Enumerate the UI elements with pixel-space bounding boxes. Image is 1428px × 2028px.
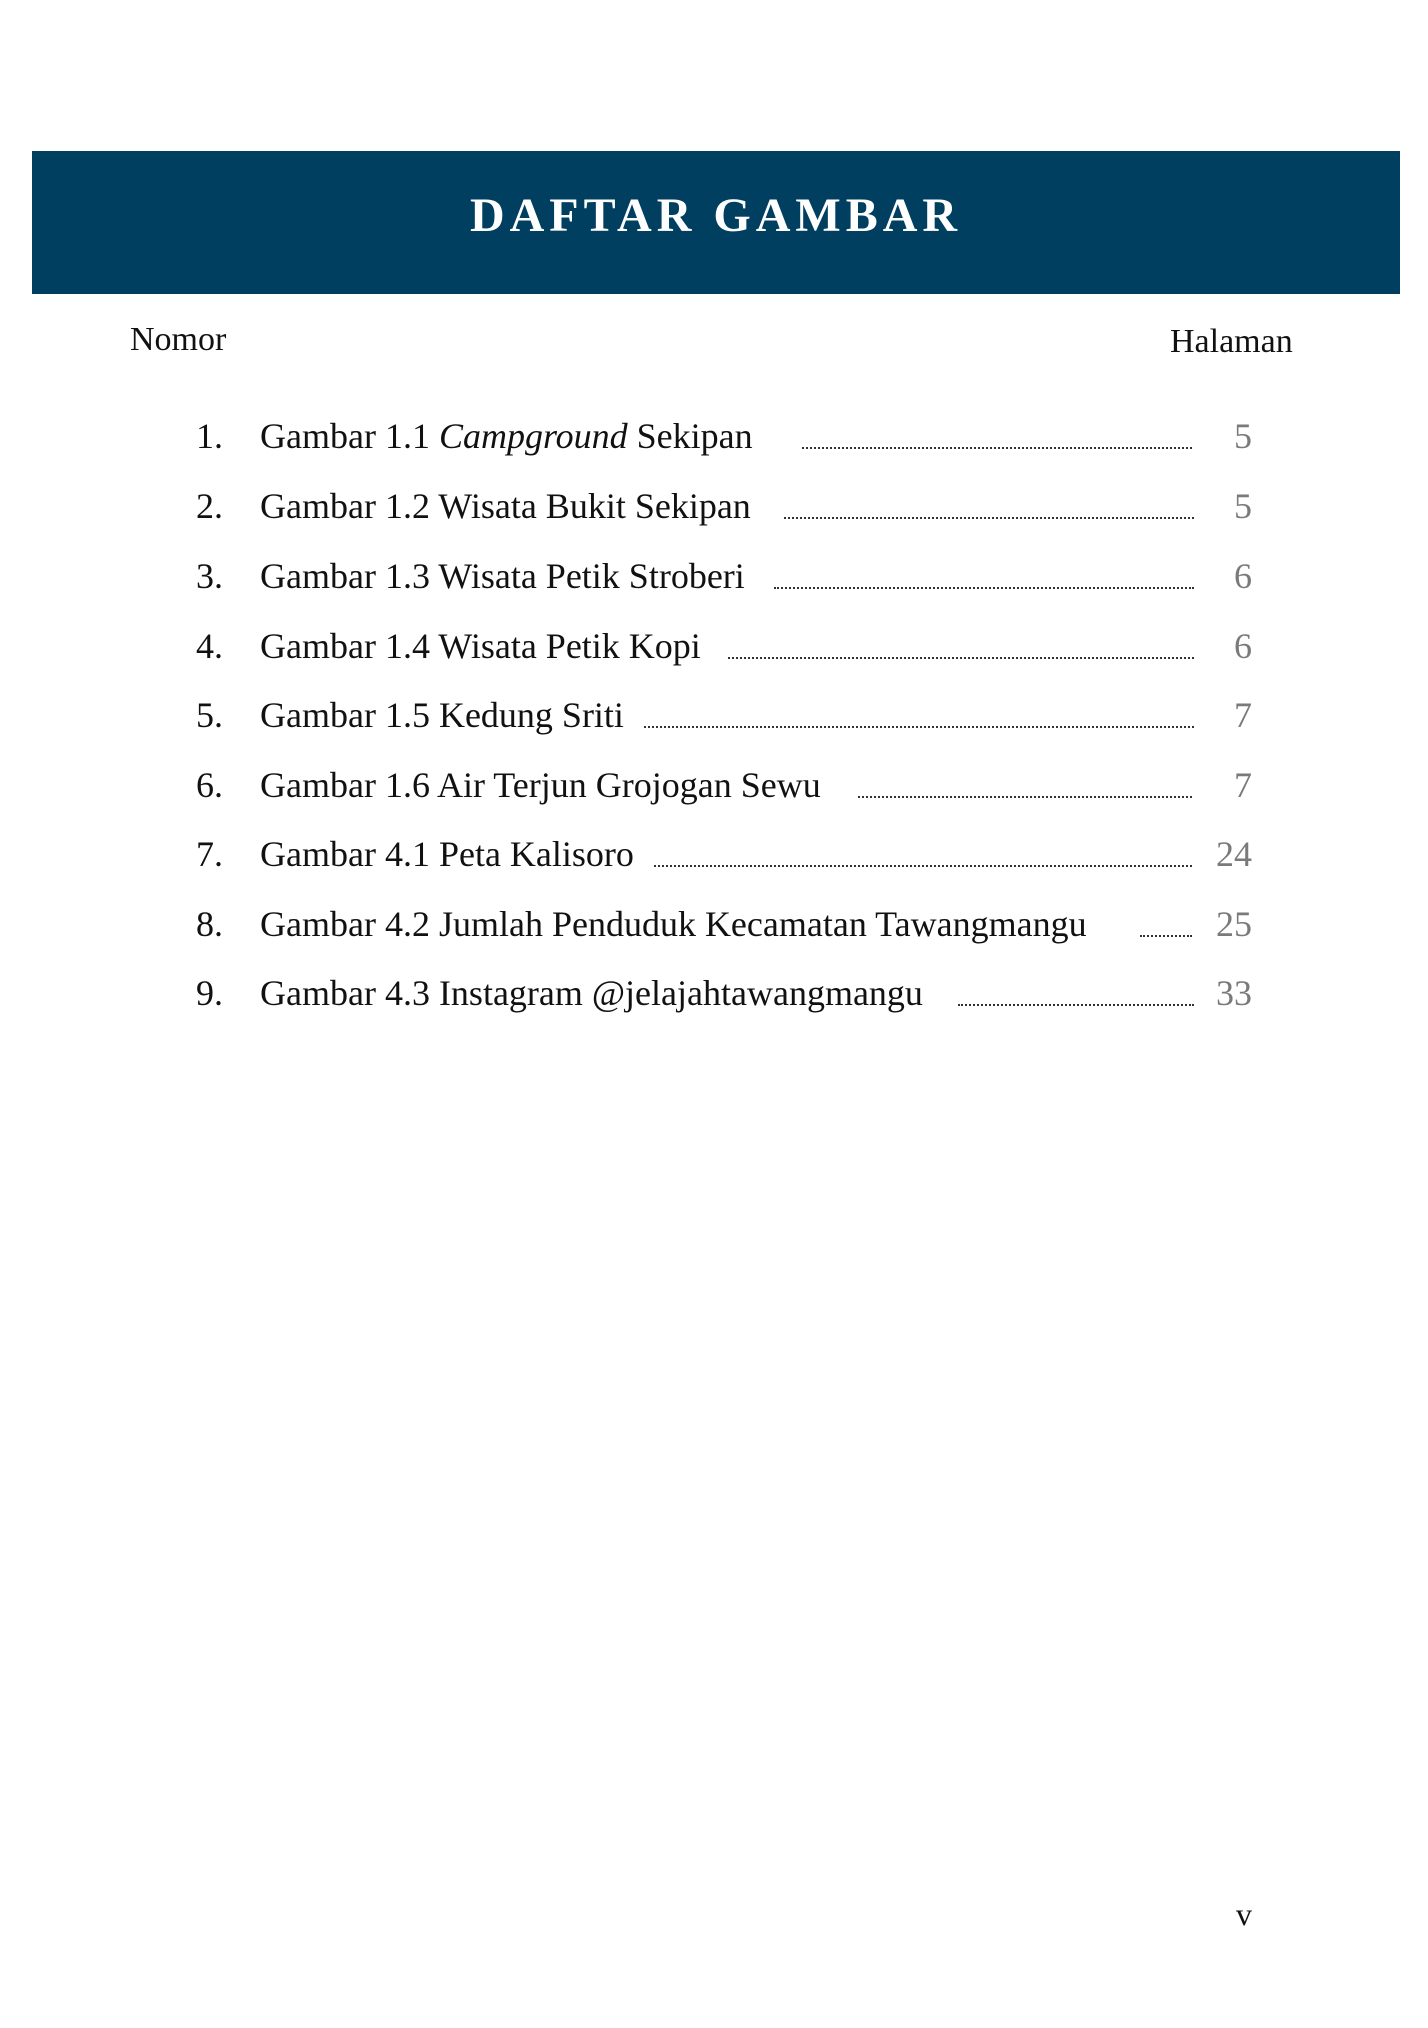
- list-item[interactable]: [0, 760, 1428, 810]
- entry-number: 2.: [196, 486, 223, 526]
- entry-page: 25: [1216, 904, 1252, 944]
- entry-page: 7: [1234, 765, 1252, 805]
- list-item[interactable]: [0, 551, 1428, 601]
- entry-page: 6: [1234, 556, 1252, 596]
- entry-page: 6: [1234, 626, 1252, 666]
- entry-page: 5: [1234, 486, 1252, 526]
- column-header-page: Halaman: [1170, 323, 1293, 360]
- entry-page: 5: [1234, 416, 1252, 456]
- dot-leader: [1140, 935, 1192, 937]
- dot-leader: [644, 726, 1194, 728]
- dot-leader: [858, 796, 1192, 798]
- dot-leader: [654, 865, 1192, 867]
- dot-leader: [802, 447, 1192, 449]
- entry-title: Gambar 4.2 Jumlah Penduduk Kecamatan Tawangmangu: [260, 904, 1087, 944]
- entry-title: Gambar 1.1 Campground Sekipan: [260, 416, 753, 456]
- list-item[interactable]: [0, 829, 1428, 879]
- list-item[interactable]: [0, 621, 1428, 671]
- list-item[interactable]: [0, 481, 1428, 531]
- entry-number: 6.: [196, 765, 223, 805]
- entry-number: 1.: [196, 416, 223, 456]
- dot-leader: [784, 517, 1194, 519]
- entry-title: Gambar 1.5 Kedung Sriti: [260, 695, 624, 735]
- list-item[interactable]: [0, 899, 1428, 949]
- dot-leader: [958, 1004, 1194, 1006]
- page-number: v: [1236, 1896, 1252, 1932]
- list-item[interactable]: [0, 968, 1428, 1018]
- entry-page: 33: [1216, 973, 1252, 1013]
- entry-title: Gambar 4.1 Peta Kalisoro: [260, 834, 634, 874]
- entry-page: 7: [1234, 695, 1252, 735]
- page-title: DAFTAR GAMBAR: [469, 189, 963, 242]
- entry-number: 5.: [196, 695, 223, 735]
- entry-title: Gambar 1.4 Wisata Petik Kopi: [260, 626, 701, 666]
- entry-title: Gambar 1.6 Air Terjun Grojogan Sewu: [260, 765, 821, 805]
- entry-title: Gambar 1.2 Wisata Bukit Sekipan: [260, 486, 751, 526]
- dot-leader: [774, 587, 1194, 589]
- list-item[interactable]: [0, 411, 1428, 461]
- entry-page: 24: [1216, 834, 1252, 874]
- entry-number: 8.: [196, 904, 223, 944]
- dot-leader: [728, 657, 1194, 659]
- list-item[interactable]: [0, 690, 1428, 740]
- entry-title: Gambar 4.3 Instagram @jelajahtawangmangu: [260, 973, 923, 1013]
- title-banner: [32, 151, 1400, 294]
- entry-title-emphasis: Campground: [438, 416, 628, 456]
- entry-title: Gambar 1.3 Wisata Petik Stroberi: [260, 556, 745, 596]
- column-header-number: Nomor: [130, 321, 227, 358]
- entry-number: 7.: [196, 834, 223, 874]
- entry-number: 4.: [196, 626, 223, 666]
- entry-number: 9.: [196, 973, 223, 1013]
- entry-number: 3.: [196, 556, 223, 596]
